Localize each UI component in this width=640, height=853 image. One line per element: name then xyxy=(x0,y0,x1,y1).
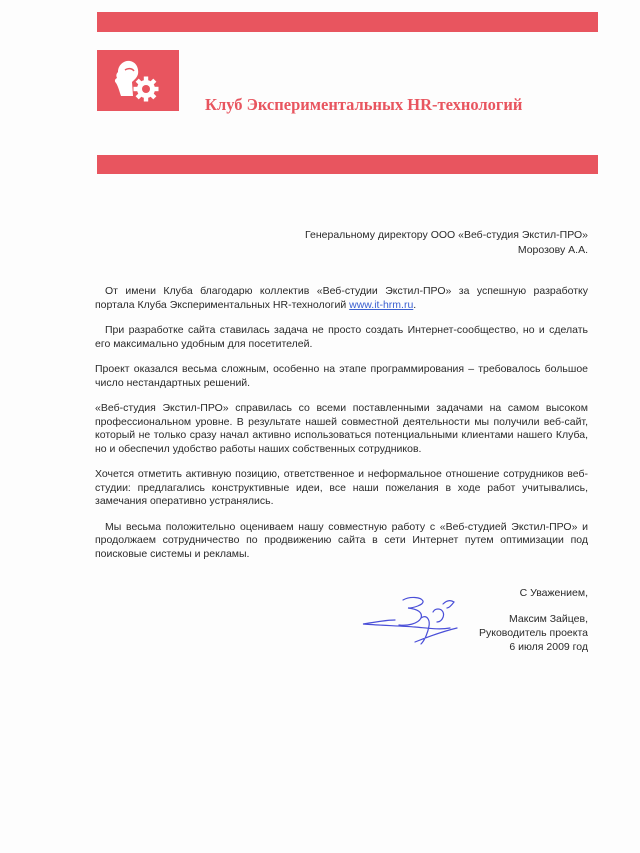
club-logo xyxy=(97,50,179,111)
paragraph: Мы весьма положительно оцениваем нашу совместную работу с «Веб-студией Экстил-ПРО» и продолжаем сотрудничество по продвижению сайта в сети Интернет путем оптимизации под поисковые системы и рекламы. xyxy=(95,520,588,560)
handwritten-signature xyxy=(355,592,475,657)
paragraph: При разработке сайта ставилась задача не просто создать Интернет-сообщество, но и сделать его максимально удобным для посетителей. xyxy=(95,324,588,350)
paragraph: Хочется отметить активную позицию, ответственное и неформальное отношение сотрудников веб-студии: предлагались конструктивные идеи, все наши пожелания в ходе работ учитывались, замечания оперативно устранялись. xyxy=(95,468,588,507)
closing-regards: С Уважением, xyxy=(519,587,588,599)
club-name-heading: Клуб Экспериментальных HR-технологий xyxy=(205,95,523,114)
addressee-name: Морозову А.А. xyxy=(517,244,588,256)
website-link[interactable]: www.it-hrm.ru xyxy=(349,298,414,311)
letter-body xyxy=(95,285,588,573)
paragraph: «Веб-студия Экстил-ПРО» справилась со всеми поставленными задачами на самом высоком профессиональном уровне. В результате нашей совместной деятельности мы получили веб-сайт, который не только сразу начал активно использоваться потенциальными клиентами нашего Клуба, но и обеспечил удобство работы наших собственных сотрудников. xyxy=(95,402,588,455)
addressee-block xyxy=(305,228,588,258)
signer-name: Максим Зайцев, xyxy=(509,613,588,625)
letter-date: 6 июля 2009 год xyxy=(509,641,588,653)
paragraph: Проект оказался весьма сложным, особенно на этапе программирования – требовалось большое число нестандартных решений. xyxy=(95,363,588,389)
top-accent-bar xyxy=(97,12,598,32)
signer-position: Руководитель проекта xyxy=(478,627,588,639)
paragraph-end: . xyxy=(413,298,417,311)
addressee-line: Генеральному директору ООО «Веб-студия Экстил-ПРО» xyxy=(305,229,588,241)
header-accent-bar xyxy=(97,155,598,174)
signer-block xyxy=(479,612,588,654)
paragraph-text: От имени Клуба благодарю коллектив «Веб-студии Экстил-ПРО» за успешную разработку портала Клуба Экспериментальных HR-технологий xyxy=(95,285,588,311)
head-with-gear-icon xyxy=(97,50,179,111)
paragraph xyxy=(95,285,588,312)
